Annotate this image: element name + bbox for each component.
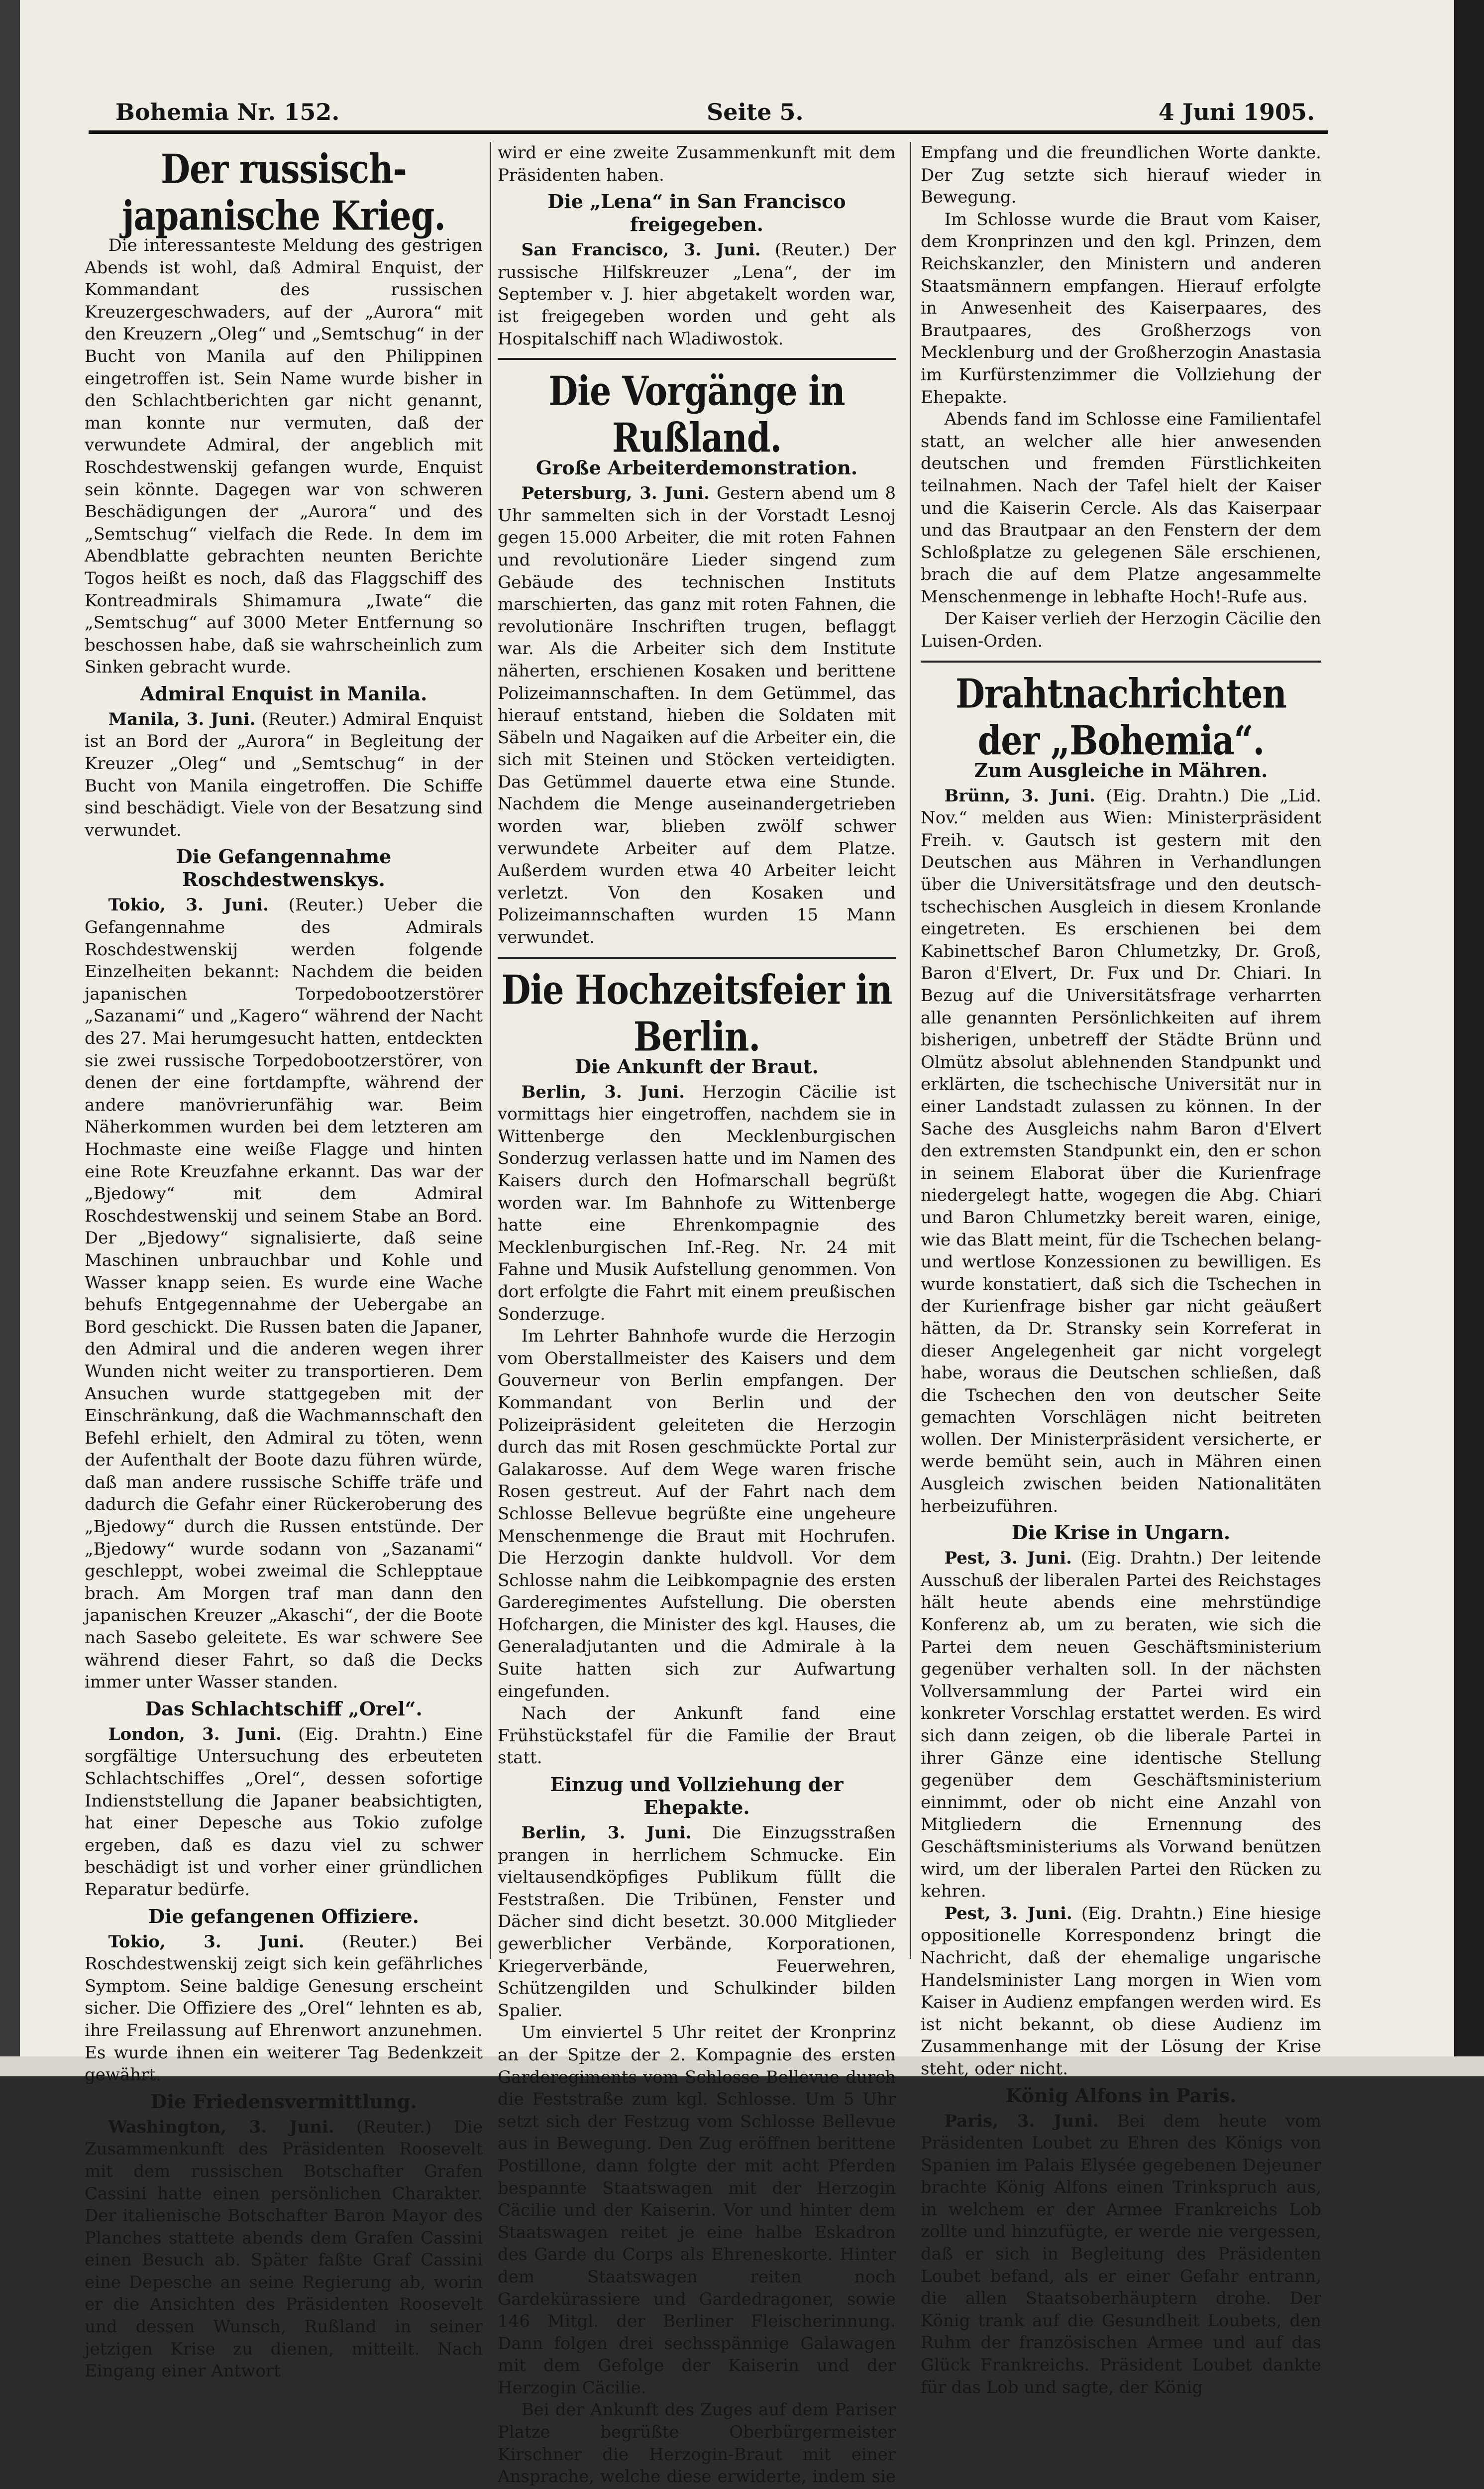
dateline: Pest, 3. Juni. [944,1903,1072,1923]
section-heading: Große Arbeiterdemonstration. [535,456,858,479]
article-paragraph [498,239,896,350]
dateline: Washington, 3. Juni. [108,2117,334,2137]
dateline: Pest, 3. Juni. [944,1548,1072,1569]
article-paragraph: wird er eine zweite Zusammenkunft mit dem Präsidenten haben. [498,143,896,185]
article-paragraph [85,1723,483,1901]
dateline: Berlin, 3. Juni. [521,1082,685,1102]
paragraph-text: (Reuter.) Bei Roschdestwenskij zeigt sich kein gefährliches Symptom. Seine baldige Genesung erscheint sicher. Die Offiziere des „Orel“ lehnten es ab, ihre Freilassung auf Ehrenwort anzunehmen. Es wurde ihnen ein weiterer Tag Bedenkzeit gewährt. [85,1931,483,2085]
article-paragraph [498,1081,896,1326]
dateline: Brünn, 3. Juni. [944,786,1095,806]
header-date: 4 Juni 1905. [1158,99,1315,125]
article-paragraph: Im Lehrter Bahnhofe wurde die Herzogin vom Oberstallmeister des Kaisers und dem Gouverneur von Berlin empfangen. Der Kommandant von Berlin und der Polizeipräsident geleiteten die Herzogin durch das mit Rosen geschmückte Portal zur Galakarosse. Auf dem Wege waren frische Rosen gestreut. Auf der Fahrt nach dem Schlosse Bellevue begrüßte eine ungeheure Menschenmenge die Braut mit Hochrufen. Die Herzogin dankte huldvoll. Vor dem Schlosse nahm die Leibkompagnie des ersten Garderegimentes Aufstellung. Die obersten Hofchargen, die Minister des kgl. Hauses, die Generaladjutanten und die Admirale à la Suite hatten sich zur Aufwartung eingefunden. [498,1326,896,1701]
dateline: Berlin, 3. Juni. [521,1823,692,1843]
scan-edge-right [1454,0,1484,2076]
article-paragraph [921,2110,1321,2399]
column-2 [498,142,896,2487]
header-rule [89,130,1328,134]
article-paragraph: Im Schlosse wurde die Braut vom Kaiser, dem Kronprinzen und den kgl. Prinzen, dem Reichskanzler, den Ministern und anderen Staatsmännern empfangen. Hierauf erfolgte in Anwesenheit des Kaiserpaares, des Brautpaares, des Großherzogs von Mecklenburg und der Großherzogin Anastasia im Kurfürstenzimmer die Vollziehung der Ehepakte. [921,209,1321,407]
paragraph-text: (Eig. Drahtn.) Eine sorgfältige Untersuchung des erbeuteten Schlachtschiffes „Orel“, dessen sofortige Indienststellung die Japaner beabsichtigten, hat einer Depesche aus Tokio zufolge ergeben, daß es dazu viel zu schwer beschädigt ist und vorher einer gründlichen Reparatur bedürfe. [85,1724,483,1900]
article-paragraph: Empfang und die freundlichen Worte dankte. Der Zug setzte sich hierauf wieder in Bewegung. [921,143,1321,208]
article-paragraph: Um einviertel 5 Uhr reitet der Kronprinz an der Spitze der 2. Kompagnie des ersten Garderegiments vom Schlosse Bellevue durch die Feststraße zum kgl. Schlosse. Um 5 Uhr setzt sich der Festzug vom Schlosse Bellevue aus in Bewegung. Den Zug eröffnen berittene Postillone, dann folgte der mit acht Pferden bespannte Staatswagen mit der Herzogin Cäcilie und der Kaiserin. Vor und hinter dem Staatswagen reitet je eine halbe Eskadron des Garde du Corps als Ehreneskorte. Hinter dem Staatswagen reiten noch Gardekürassiere und Gardedragoner, sowie 146 Mitgl. der Berliner Fleischerinnung. Dann folgen drei sechsspännige Galawagen mit dem Gefolge der Kaiserin und der Herzogin Cäcilie. [498,2023,896,2398]
column-1 [85,142,483,2381]
article-title: Der russisch-japanische Krieg. [122,146,445,240]
section-heading: Die Friedensvermittlung. [150,2090,417,2113]
paragraph-text: (Reuter.) Die Zusammenkunft des Präsidenten Roosevelt mit dem russischen Botschafter Grafen Cassini hatte einen persönlichen Charakter. Der italienische Botschafter Baron Mayor des Planches stattete abends dem Grafen Cassini einen Besuch ab. Später faßte Graf Cassini eine Depesche an seine Regierung ab, worin er die Ansichten des Präsidenten Roosevelt und dessen Wunsch, Rußland in seiner jetzigen Krise zu dienen, mitteilt. Nach Eingang einer Antwort [85,2117,483,2381]
column-divider [910,142,911,1959]
dateline: San Francisco, 3. Juni. [521,240,761,260]
dateline: Tokio, 3. Juni. [108,895,269,915]
dateline: London, 3. Juni. [108,1724,282,1744]
column-3 [921,142,1322,2397]
article-paragraph [498,1822,896,2022]
article-paragraph [498,482,896,948]
column-divider [490,142,491,1959]
paragraph-text: Die Einzugsstraßen prangen in herrlichem Schmucke. Ein vieltausendköpfiges Publikum füllt die Feststraßen. Die Tribünen, Fenster und Dächer sind dicht besetzt. 30.000 Mitglieder gewerblicher Verbände, Korporationen, Kriegerverbände, Feuerwehren, Schützengilden und Schulkinder bilden Spalier. [498,1823,896,2021]
article-title: Die Hochzeitsfeier in Berlin. [501,966,892,1061]
header-issue: Bohemia Nr. 152. [115,99,340,125]
article-paragraph: Nach der Ankunft fand eine Frühstückstafel für die Familie der Braut statt. [498,1703,896,1768]
paragraph-text: (Reuter.) Der russische Hilfskreuzer „Lena“, der im September v. J. hier abgetakelt worden war, ist freigegeben worden und geht als Hospitalschiff nach Wladiwostok. [498,240,896,349]
article-paragraph: Die interessanteste Meldung des gestrigen Abends ist wohl, daß Admiral Enquist, der Kommandant des russischen Kreuzergeschwaders, auf der „Aurora“ mit den Kreuzern „Oleg“ und „Semtschug“ in der Bucht von Manila auf den Philippinen eingetroffen ist. Sein Name wurde bisher in den Schlachtberichten gar nicht genannt, man konnte nur vermuten, daß der verwundete Admiral, der angeblich mit Roschdestwenskij gefangen wurde, Enquist sein könnte. Dagegen war von schweren Beschädigungen der „Aurora“ und des „Semtschug“ vielfach die Rede. In dem im Abendblatte gebrachten neunten Berichte Togos heißt es noch, daß das Flaggschiff des Kontreadmirals Shimamura „Iwate“ die „Semtschug“ auf 3000 Meter Entfernung so beschossen habe, daß sie wahrscheinlich zum Sinken gebracht wurde. [85,235,483,678]
article-paragraph: Abends fand im Schlosse eine Familientafel statt, an welcher alle hier anwesenden deutschen und fremden Fürstlichkeiten teilnahmen. Nach der Tafel hielt der Kaiser und die Kaiserin Cercle. Als das Kaiserpaar und das Brautpaar an den Fenstern der dem Schloßplatze zu gelegenen Säle erschienen, brach die auf dem Platze angesammelte Menschenmenge in lebhafte Hoch!-Rufe aus. [921,409,1321,607]
article-paragraph [921,1903,1321,2080]
section-heading: Einzug und Vollziehung der Ehepakte. [550,1773,844,1819]
article-paragraph [85,894,483,1693]
article-paragraph [85,1931,483,2086]
section-heading: Admiral Enquist in Manila. [140,682,427,705]
paragraph-text: Bei dem heute vom Präsidenten Loubet zu Ehren des Königs von Spanien im Palais Elysée gegebenen Dejeuner brachte König Alfons einen Trinkspruch aus, in welchem er der Armee Frankreichs Lob zollte und hinzufügte, er werde nie vergessen, daß er sich in Begleitung des Präsidenten Loubet befand, als er einer Gefahr entrann, die allen Staatsoberhäuptern drohe. Der König trank auf die Gesundheit Loubets, den Ruhm der französischen Armee und auf das Glück Frankreichs. Präsident Loubet dankte für das Lob und sagte, der König [921,2111,1321,2397]
paragraph-text: Herzogin Cäcilie ist vormittags hier eingetroffen, nachdem sie in Wittenberge den Mecklenburgischen Sonderzug verlassen hatte und im Namen des Kaisers durch den Hofmarschall begrüßt worden war. Im Bahnhofe zu Wittenberge hatte eine Ehrenkompagnie des Mecklenburgischen Inf.-Reg. Nr. 24 mit Fahne und Musik Aufstellung genommen. Von dort erfolgte die Fahrt mit einem preußischen Sonderzuge. [498,1082,896,1324]
section-heading: König Alfons in Paris. [1005,2084,1237,2107]
article-title: Die Vorgänge in Rußland. [548,368,845,462]
section-heading: Die „Lena“ in San Francisco freigegeben. [547,190,846,236]
paragraph-text: (Eig. Drahtn.) Der leitende Ausschuß der liberalen Partei des Reichstages hält heute abends eine mehrstündige Konferenz ab, um zu beraten, wie sich die Partei dem neuen Geschäftsministerium gegenüber verhalten soll. In der nächsten Vollversammlung der Partei wird ein konkreter Vorschlag erstattet werden. Es wird sich dann zeigen, ob die liberale Partei in ihrer Gänze eine identische Stellung gegenüber dem Geschäftsministerium einnimmt, oder ob nicht eine Anzahl von Mitgliedern die Ernennung des Geschäftsministeriums als Vorwand benützen wird, um der liberalen Partei den Rücken zu kehren. [921,1548,1321,1902]
paragraph-text: (Eig. Drahtn.) Eine hiesige oppositionelle Korrespondenz bringt die Nachricht, daß der ehemalige ungarische Handelsminister Lang morgen in Wien vom Kaiser in Audienz empfangen werden wird. Es ist nicht bekannt, ob diese Audienz im Zusammenhange mit der Lösung der Krise steht, oder nicht. [921,1903,1322,2079]
article-paragraph [85,708,483,842]
article-paragraph [85,2116,483,2382]
section-heading: Das Schlachtschiff „Orel“. [145,1697,423,1720]
section-rule [498,957,896,959]
section-heading: Die Krise in Ungarn. [1011,1521,1231,1544]
paragraph-text: (Reuter.) Ueber die Gefangennahme des Admirals Roschdestwenskij werden folgende Einzelheiten bekannt: Nachdem die beiden japanischen Torpedobootzerstörer „Sazanami“ und „Kagero“ während der Nacht des 27. Mai herumgesucht hatten, entdeckten sie zwei russische Torpedobootzerstörer, von denen der eine fortdampfte, während der andere manövrierunfähig war. Beim Näherkommen wurden bei dem letzteren am Hochmaste eine weiße Flagge und hinten eine Rote Kreuzfahne erkannt. Das war der „Bjedowy“ mit dem Admiral Roschdestwenskij und seinem Stabe an Bord. Der „Bjedowy“ signalisierte, daß seine Maschinen unbrauchbar und Kohle und Wasser knapp seien. Es wurde eine Wache behufs Entgegennahme der Uebergabe an Bord geschickt. Die Russen baten die Japaner, den Admiral und die anderen wegen ihrer Wunden nicht weiter zu transportieren. Dem Ansuchen wurde stattgegeben mit der Einschränkung, daß die Wachmannschaft den Befehl erhielt, den Admiral zu töten, wenn der Aufenthalt der Boote dazu führen würde, daß man andere russische Schiffe träfe und dadurch die Gefahr einer Rückeroberung des „Bjedowy“ durch die Russen entstünde. Der „Bjedowy“ wurde sodann von „Sazanami“ geschleppt, wobei zweimal die Schlepptaue brach. Am Morgen traf man dann den japanischen Kreuzer „Akaschi“, der die Boote nach Sasebo geleitete. Es war schwere See während dieser Fahrt, so daß die Decks immer unter Wasser standen. [85,895,483,1693]
article-paragraph [921,1547,1321,1903]
dateline: Petersburg, 3. Juni. [521,483,710,504]
scan-edge-left [0,0,20,2076]
section-rule [498,358,896,360]
section-heading: Die Ankunft der Braut. [575,1055,819,1078]
dateline: Manila, 3. Juni. [108,709,256,729]
article-paragraph [921,785,1321,1518]
header-page-number: Seite 5. [707,99,804,125]
paragraph-text: (Reuter.) Admiral Enquist ist an Bord der „Aurora“ in Begleitung der Kreuzer „Oleg“ und „Semtschug“ in der Bucht von Manila eingetroffen. Die Schiffe sind beschädigt. Viele von der Besatzung sind verwundet. [85,709,483,840]
paragraph-text: (Eig. Drahtn.) Die „Lid. Nov.“ melden aus Wien: Ministerpräsident Freih. v. Gautsch ist gestern mit den Deutschen aus Mähren in Verhandlungen über die Universitätsfrage und den deutsch-tschechischen Ausgleich in diesem Kronlande eingetreten. Es erschienen bei dem Kabinettschef Baron Chlumetzky, Dr. Groß, Baron d'Elvert, Dr. Fux und Dr. Chiari. In Bezug auf die Universitätsfrage verharrten alle genannten Persönlichkeiten auf ihrem bisherigen, unbetreff der Städte Brünn und Olmütz absolut ablehnenden Standpunkt und erklärten, die tschechische Universität nur in einer Landstadt zulassen zu können. In der Sache des Ausgleichs nahm Baron d'Elvert den extremsten Standpunkt ein, den er schon in seinem Elaborat über die Kurienfrage niedergelegt hatte, wogegen die Abg. Chiari und Baron Chlumetzky bereit waren, einige, wie das Blatt meint, für die Tschechen belang- und wertlose Konzessionen zu bewilligen. Es wurde konstatiert, daß sich die Tschechen in der Kurienfrage bisher gar nicht geäußert hätten, da Dr. Stransky sein Korreferat in dieser Angelegenheit gar nicht vorgelegt habe, woraus die Deutschen schließen, daß die Tschechen den von deutscher Seite gemachten Vorschlägen nicht beitreten wollen. Der Ministerpräsident versicherte, er werde bemüht sein, auch in Mähren einen Ausgleich zwischen beiden Nationalitäten herbeizuführen. [921,786,1322,1516]
section-heading: Die gefangenen Offiziere. [148,1905,419,1927]
section-rule [921,661,1321,663]
section-heading: Zum Ausgleiche in Mähren. [974,759,1268,782]
article-title: Drahtnachrichten der „Bohemia“. [955,670,1286,765]
dateline: Tokio, 3. Juni. [108,1931,305,1952]
article-paragraph: Bei der Ankunft des Zuges auf dem Pariser Platze begrüßte Oberbürgermeister Kirschner die Herzogin-Braut mit einer Ansprache, welche diese erwiderte, indem sie [498,2400,896,2487]
section-heading: Die Gefangennahme Roschdestwenskys. [176,845,392,891]
article-paragraph: Der Kaiser verlieh der Herzogin Cäcilie den Luisen-Orden. [921,609,1321,652]
dateline: Paris, 3. Juni. [944,2111,1099,2131]
paragraph-text: Gestern abend um 8 Uhr sammelten sich in der Vorstadt Lesnoj gegen 15.000 Arbeiter, die mit roten Fahnen und revolutionäre Lieder singend zum Gebäude des technischen Instituts marschierten, das ganz mit roten Fahnen, die revolutionäre Inschriften trugen, beflaggt war. Als die Arbeiter sich dem Institute näherten, erschienen Kosaken und berittene Polizeimannschaften. In dem Getümmel, das hierauf entstand, hieben die Soldaten mit Säbeln und Nagaiken auf die Arbeiter ein, die sich mit Steinen und Stöcken verteidigten. Das Getümmel dauerte etwa eine Stunde. Nachdem die Menge auseinandergetrieben worden war, blieben zwölf schwer verwundete Arbeiter auf dem Platze. Außerdem wurden etwa 40 Arbeiter leicht verletzt. Von den Kosaken und Polizeimannschaften wurden 15 Mann verwundet. [498,483,896,948]
